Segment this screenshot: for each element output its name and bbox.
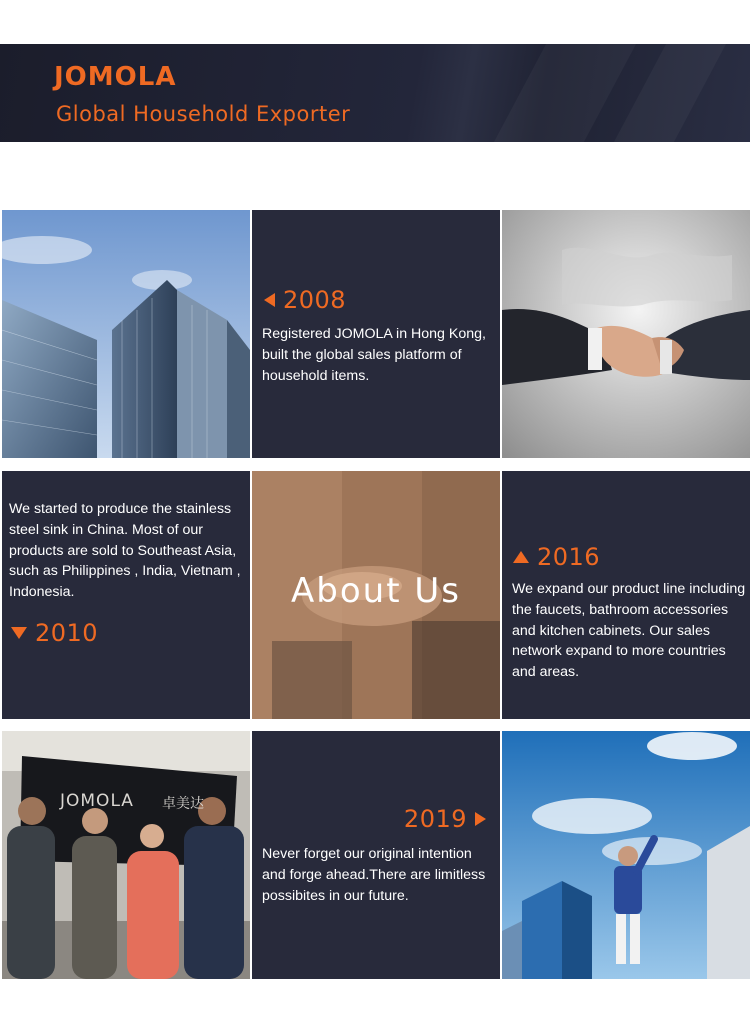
- timeline-2010-panel: [2, 471, 250, 719]
- banner-decoration: [614, 44, 726, 142]
- timeline-2019-panel: [252, 731, 500, 979]
- year-label: 2019: [403, 805, 467, 833]
- arrow-down-icon: [11, 627, 27, 639]
- year-label: 2010: [35, 619, 99, 647]
- arrow-right-icon: [475, 812, 486, 826]
- timeline-2016-text: We expand our product line including the faucets, bathroom accessories and kitchen cabinets. Our sales network expand to more countries and areas.: [512, 581, 746, 681]
- arrow-up-icon: [513, 551, 529, 563]
- year-2008: [264, 286, 346, 314]
- year-label: 2016: [537, 543, 601, 571]
- about-us-title: About Us: [291, 571, 461, 611]
- year-label: 2008: [283, 286, 347, 314]
- skyscraper-image: [2, 210, 250, 458]
- header-banner: [0, 44, 750, 142]
- timeline-2010-text: We started to produce the stainless steel sink in China. Most of our products are sold to Southeast Asia, such as Philippines , India, Vietnam , Indonesia.: [9, 501, 241, 601]
- timeline-2008-panel: [252, 210, 500, 458]
- arrow-left-icon: [264, 293, 275, 307]
- handshake-image: [502, 210, 750, 458]
- photo-team-office: [2, 731, 250, 979]
- tagline: Global Household Exporter: [56, 102, 351, 126]
- photo-skyscraper: [2, 210, 250, 458]
- year-2019: [404, 805, 486, 833]
- team-photo-image: [2, 731, 250, 979]
- office-sign-logo: JOMOLA: [60, 791, 134, 811]
- year-2010: [11, 619, 98, 647]
- brand-logo[interactable]: JOMOLA: [54, 62, 177, 92]
- banner-decoration: [494, 44, 636, 142]
- year-2016: [513, 543, 600, 571]
- office-sign-chinese: 卓美达: [162, 796, 204, 812]
- timeline-2016-panel: [502, 471, 750, 719]
- timeline-2019-text: Never forget our original intention and forge ahead.There are limitless possibites in our future.: [262, 846, 486, 904]
- photo-success-man: [502, 731, 750, 979]
- photo-handshake: [502, 210, 750, 458]
- timeline-2008-text: Registered JOMOLA in Hong Kong, built the global sales platform of household items.: [262, 326, 486, 384]
- about-us-panel: [252, 471, 500, 719]
- success-man-image: [502, 731, 750, 979]
